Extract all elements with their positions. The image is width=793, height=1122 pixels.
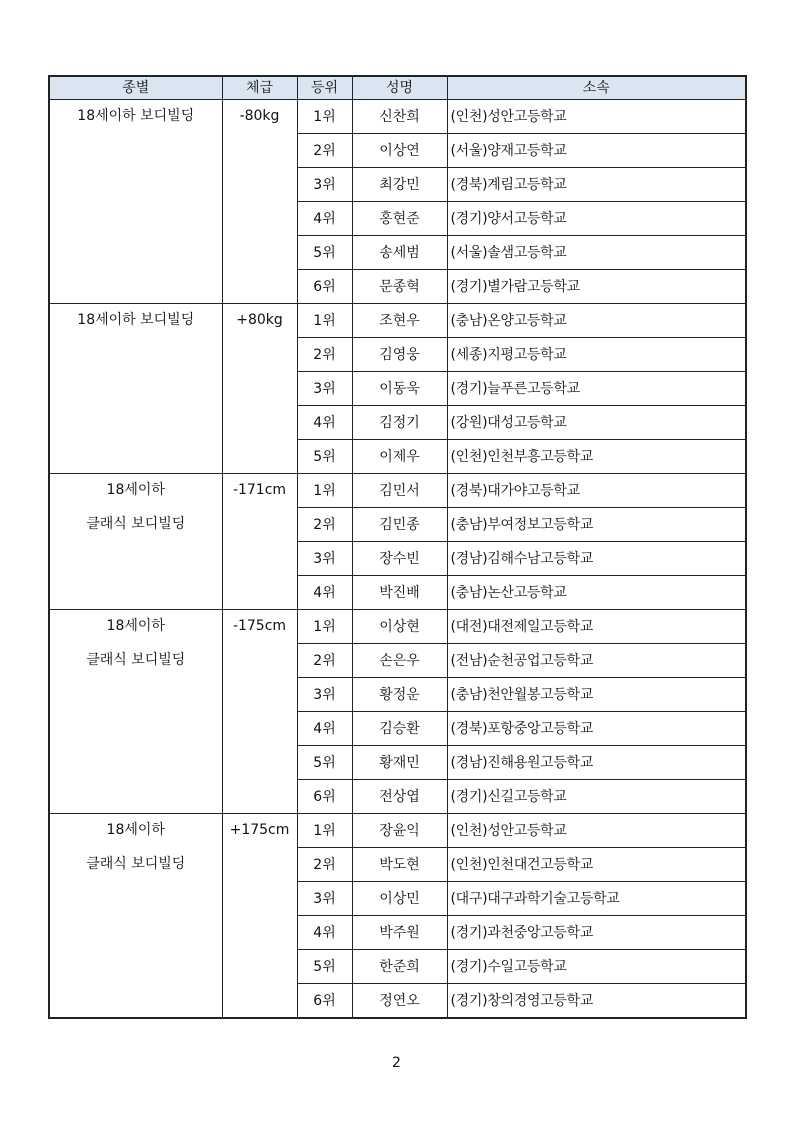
table-row bbox=[49, 610, 746, 644]
school-cell: (경기)수일고등학교 bbox=[447, 950, 746, 984]
athlete-name-cell: 김승환 bbox=[352, 712, 447, 746]
athlete-name-cell: 손은우 bbox=[352, 644, 447, 678]
weight-class-label: +175cm bbox=[229, 822, 290, 838]
rank-cell: 4위 bbox=[297, 202, 352, 236]
category-cell bbox=[49, 100, 222, 304]
weight-class-label: -175cm bbox=[232, 618, 287, 634]
athlete-name-cell: 박주원 bbox=[352, 916, 447, 950]
header-school: 소속 bbox=[447, 76, 746, 100]
athlete-name-cell: 이동욱 bbox=[352, 372, 447, 406]
category-label: 클래식 보디빌딩 bbox=[86, 516, 186, 532]
rank-cell: 5위 bbox=[297, 236, 352, 270]
athlete-name-cell: 정연오 bbox=[352, 984, 447, 1019]
category-label: 18세이하 bbox=[106, 482, 165, 498]
table-row bbox=[49, 814, 746, 848]
rank-cell: 2위 bbox=[297, 848, 352, 882]
school-cell: (경남)진해용원고등학교 bbox=[447, 746, 746, 780]
rank-cell: 4위 bbox=[297, 712, 352, 746]
table-body bbox=[49, 100, 746, 1019]
table-row bbox=[49, 304, 746, 338]
header-name: 성명 bbox=[352, 76, 447, 100]
weight-class-cell bbox=[222, 814, 297, 1019]
school-cell: (경기)창의경영고등학교 bbox=[447, 984, 746, 1019]
school-cell: (충남)천안월봉고등학교 bbox=[447, 678, 746, 712]
school-cell: (경북)계림고등학교 bbox=[447, 168, 746, 202]
athlete-name-cell: 최강민 bbox=[352, 168, 447, 202]
table-row bbox=[49, 100, 746, 134]
weight-class-label: -80kg bbox=[239, 108, 280, 124]
school-cell: (경기)늘푸른고등학교 bbox=[447, 372, 746, 406]
weight-class-cell bbox=[222, 610, 297, 814]
rank-cell: 2위 bbox=[297, 134, 352, 168]
school-cell: (경기)신길고등학교 bbox=[447, 780, 746, 814]
athlete-name-cell: 홍현준 bbox=[352, 202, 447, 236]
page-number: 2 bbox=[392, 1055, 401, 1071]
rank-cell: 1위 bbox=[297, 814, 352, 848]
category-label: 18세이하 보디빌딩 bbox=[77, 108, 195, 124]
rank-cell: 6위 bbox=[297, 270, 352, 304]
results-table bbox=[48, 75, 747, 1019]
athlete-name-cell: 김민종 bbox=[352, 508, 447, 542]
athlete-name-cell: 전상엽 bbox=[352, 780, 447, 814]
category-label: 18세이하 bbox=[106, 618, 165, 634]
school-cell: (충남)온양고등학교 bbox=[447, 304, 746, 338]
school-cell: (전남)순천공업고등학교 bbox=[447, 644, 746, 678]
category-cell bbox=[49, 304, 222, 474]
athlete-name-cell: 신찬희 bbox=[352, 100, 447, 134]
rank-cell: 1위 bbox=[297, 610, 352, 644]
school-cell: (경기)양서고등학교 bbox=[447, 202, 746, 236]
school-cell: (서울)솔샘고등학교 bbox=[447, 236, 746, 270]
rank-cell: 3위 bbox=[297, 678, 352, 712]
header-rank: 등위 bbox=[297, 76, 352, 100]
school-cell: (인천)인천부흥고등학교 bbox=[447, 440, 746, 474]
rank-cell: 2위 bbox=[297, 508, 352, 542]
rank-cell: 3위 bbox=[297, 542, 352, 576]
school-cell: (인천)인천대건고등학교 bbox=[447, 848, 746, 882]
weight-class-cell bbox=[222, 304, 297, 474]
table-row bbox=[49, 474, 746, 508]
weight-class-cell bbox=[222, 100, 297, 304]
rank-cell: 6위 bbox=[297, 780, 352, 814]
athlete-name-cell: 장수빈 bbox=[352, 542, 447, 576]
category-label: 18세이하 bbox=[106, 822, 165, 838]
school-cell: (충남)부여정보고등학교 bbox=[447, 508, 746, 542]
header-category: 종별 bbox=[49, 76, 222, 100]
athlete-name-cell: 황정운 bbox=[352, 678, 447, 712]
school-cell: (대전)대전제일고등학교 bbox=[447, 610, 746, 644]
athlete-name-cell: 김민서 bbox=[352, 474, 447, 508]
table-header bbox=[49, 76, 746, 100]
rank-cell: 6위 bbox=[297, 984, 352, 1019]
athlete-name-cell: 박도현 bbox=[352, 848, 447, 882]
school-cell: (경북)대가야고등학교 bbox=[447, 474, 746, 508]
category-cell bbox=[49, 610, 222, 814]
athlete-name-cell: 이상연 bbox=[352, 134, 447, 168]
category-label: 클래식 보디빌딩 bbox=[86, 652, 186, 668]
weight-class-label: -171cm bbox=[232, 482, 287, 498]
school-cell: (경기)과천중앙고등학교 bbox=[447, 916, 746, 950]
header-row bbox=[49, 76, 746, 100]
rank-cell: 5위 bbox=[297, 440, 352, 474]
athlete-name-cell: 이제우 bbox=[352, 440, 447, 474]
header-weight: 체급 bbox=[222, 76, 297, 100]
school-cell: (인천)성안고등학교 bbox=[447, 100, 746, 134]
rank-cell: 5위 bbox=[297, 950, 352, 984]
athlete-name-cell: 이상민 bbox=[352, 882, 447, 916]
athlete-name-cell: 송세범 bbox=[352, 236, 447, 270]
rank-cell: 2위 bbox=[297, 644, 352, 678]
category-cell bbox=[49, 814, 222, 1019]
weight-class-cell bbox=[222, 474, 297, 610]
rank-cell: 3위 bbox=[297, 882, 352, 916]
rank-cell: 4위 bbox=[297, 406, 352, 440]
athlete-name-cell: 한준희 bbox=[352, 950, 447, 984]
school-cell: (서울)양재고등학교 bbox=[447, 134, 746, 168]
rank-cell: 3위 bbox=[297, 372, 352, 406]
school-cell: (경북)포항중앙고등학교 bbox=[447, 712, 746, 746]
school-cell: (충남)논산고등학교 bbox=[447, 576, 746, 610]
rank-cell: 1위 bbox=[297, 100, 352, 134]
athlete-name-cell: 박진배 bbox=[352, 576, 447, 610]
rank-cell: 5위 bbox=[297, 746, 352, 780]
rank-cell: 3위 bbox=[297, 168, 352, 202]
rank-cell: 1위 bbox=[297, 474, 352, 508]
category-cell bbox=[49, 474, 222, 610]
school-cell: (대구)대구과학기술고등학교 bbox=[447, 882, 746, 916]
athlete-name-cell: 황재민 bbox=[352, 746, 447, 780]
athlete-name-cell: 문종혁 bbox=[352, 270, 447, 304]
rank-cell: 2위 bbox=[297, 338, 352, 372]
athlete-name-cell: 김정기 bbox=[352, 406, 447, 440]
athlete-name-cell: 장윤익 bbox=[352, 814, 447, 848]
category-label: 18세이하 보디빌딩 bbox=[77, 312, 195, 328]
category-label: 클래식 보디빌딩 bbox=[86, 856, 186, 872]
school-cell: (인천)성안고등학교 bbox=[447, 814, 746, 848]
athlete-name-cell: 김영웅 bbox=[352, 338, 447, 372]
athlete-name-cell: 조현우 bbox=[352, 304, 447, 338]
school-cell: (세종)지평고등학교 bbox=[447, 338, 746, 372]
school-cell: (강원)대성고등학교 bbox=[447, 406, 746, 440]
rank-cell: 1위 bbox=[297, 304, 352, 338]
school-cell: (경기)별가람고등학교 bbox=[447, 270, 746, 304]
rank-cell: 4위 bbox=[297, 916, 352, 950]
weight-class-label: +80kg bbox=[236, 312, 283, 328]
school-cell: (경남)김해수남고등학교 bbox=[447, 542, 746, 576]
athlete-name-cell: 이상현 bbox=[352, 610, 447, 644]
rank-cell: 4위 bbox=[297, 576, 352, 610]
